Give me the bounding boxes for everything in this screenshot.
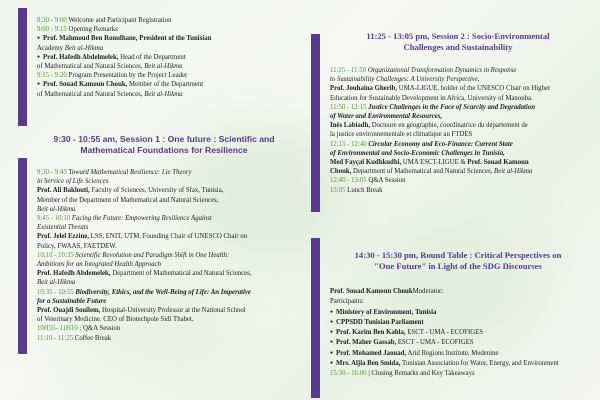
talk-title: Organizational Transformation Dynamics in Response <box>366 67 517 74</box>
speaker-name: Prof. Hafedh Abdelmelek, <box>43 53 119 61</box>
program-line <box>37 16 299 25</box>
program-line <box>37 44 299 53</box>
institution: Beit al-Hikma <box>64 44 104 52</box>
line-text: ESCT - UMA - ECOFIGES <box>396 339 474 347</box>
program-line <box>37 186 299 195</box>
round-table-heading-line2: "One Future" in Light of the SDG Discourses <box>374 260 542 271</box>
speaker-name: Prof. Jouhaina Gherib, <box>330 85 398 93</box>
line-text: Department of Mathematical and Natural Sciences, <box>110 270 252 278</box>
time-slot: 15:30 - 16:00 <box>330 370 367 378</box>
program-line <box>330 338 596 348</box>
program-line <box>330 149 596 158</box>
time-slot: 9:45 - 10:10 <box>37 215 71 223</box>
session2-program <box>330 66 596 195</box>
opening-block <box>37 16 299 99</box>
program-line <box>37 168 299 177</box>
line-text: Education for Sustainable Development in Africa, University of Manouba. <box>330 94 533 102</box>
line-text: Opening Remarks <box>66 26 118 34</box>
program-line <box>330 75 596 84</box>
program-line <box>330 369 596 379</box>
program-line <box>330 297 596 307</box>
program-line <box>330 130 596 139</box>
line-text: LSS, ENIT, UTM, Founding Chair of UNESCO Chair on <box>88 233 248 241</box>
line-text: Q&A Session <box>366 177 406 185</box>
program-line <box>330 186 596 195</box>
program-line <box>37 278 299 287</box>
program-line <box>37 306 299 315</box>
program-line <box>37 324 299 333</box>
speaker-name: Mrs. Aljia Ben Smida, <box>336 360 401 368</box>
program-line <box>37 62 299 71</box>
program-line <box>37 177 299 186</box>
speaker-name: Prof. Souad Kamoun Chouk <box>330 288 413 295</box>
line-text: of Mathematical and Natural Sciences, <box>37 90 145 98</box>
round-table-heading-line1: 14:30 - 15:30 pm, Round Table : Critical Perspectives on <box>354 250 562 260</box>
speaker-name: Chouk, <box>330 168 352 176</box>
line-text: : Q&A Session <box>77 325 121 333</box>
line-text: Arid Regions Institute, Medenine <box>406 349 499 357</box>
line-text: Welcome and Participant Registration <box>66 17 172 24</box>
speaker-name: Prof. Jelel Ezzine, <box>37 233 89 241</box>
line-text: Department of Mathematical and Natural Sciences, <box>351 168 495 176</box>
program-line <box>330 112 596 121</box>
program-line <box>330 94 596 103</box>
program-line <box>330 66 596 75</box>
program-line <box>37 71 299 80</box>
institution: Beit al-Hikma <box>144 63 183 71</box>
program-line <box>330 84 596 93</box>
accent-bar-round-table <box>311 238 320 398</box>
talk-title: to Sustainability Challenges: A University Perspective, <box>330 76 480 84</box>
speaker-name: Ministery of Environment, Tunisia <box>336 308 437 316</box>
speaker-name: Prof. Mahmoud Ben Romdhane, President of the Tunisian <box>43 35 212 43</box>
time-slot: 13:05 <box>330 186 346 194</box>
talk-title: Toward Mathematical Resilience: Lie Theory <box>66 169 192 176</box>
program-line <box>37 251 299 260</box>
time-slot: 10:10 - 10:35 <box>37 251 74 259</box>
program-line <box>330 158 596 167</box>
speaker-name: Prof. Souad Kamoun Chouk, <box>43 81 128 89</box>
program-line <box>37 297 299 306</box>
program-line <box>330 287 596 297</box>
institution: Beit al-Hikma <box>494 168 533 176</box>
accent-bar-session2 <box>311 34 320 212</box>
program-line <box>330 328 596 338</box>
program-line <box>37 288 299 297</box>
program-line <box>37 260 299 269</box>
time-slot: 11:10 - 11:25 <box>37 334 74 342</box>
program-line <box>37 223 299 232</box>
speaker-name: Prof. Hafedh Abdemelek, <box>37 270 111 278</box>
line-text: | Closing Remarks and Key Takeaways <box>366 370 475 378</box>
line-text: UMA ESCT-LIGUE & <box>401 159 468 167</box>
program-line <box>330 308 596 318</box>
line-text: ESCT - UMA - ECOFIGES <box>405 329 484 337</box>
line-text: la justice environnementale et climatique au FTDES <box>330 131 473 139</box>
speaker-name: Prof. Karim Ben Kahla, <box>336 329 406 337</box>
talk-title: of Environmental and Socio-Economic Challenges in Tunisia, <box>330 149 505 157</box>
program-line <box>37 269 299 278</box>
program-line <box>37 334 299 343</box>
session1-heading <box>30 134 298 155</box>
session2-heading-line2: Challenges and Sustainability <box>403 41 513 52</box>
program-line <box>37 232 299 241</box>
program-line <box>37 242 299 251</box>
line-text: Program Presentation by the Project Leader <box>66 72 188 80</box>
program-line <box>37 80 299 89</box>
time-slot: 8:30 - 9:00 <box>37 17 67 24</box>
round-table-program <box>330 287 596 380</box>
line-text: Hospital-University Professor at the National School <box>100 307 246 315</box>
line-text: UMA-LIGUE, holder of the UNESCO Chair on Higher <box>397 85 551 93</box>
program-line <box>330 121 596 130</box>
line-text: Coffee Break <box>73 334 112 342</box>
talk-title: Biodiversity, Ethics, and the Well-Being of Life: An Imperative <box>73 288 251 296</box>
time-slot: 9:15 - 9:20 <box>37 72 67 80</box>
talk-title: Existential Threats <box>37 224 89 232</box>
speaker-name: Prof. Mohamed Jaouad, <box>336 349 407 357</box>
line-text: Lunch Break <box>345 186 383 194</box>
session1-program <box>37 168 299 343</box>
talk-title: for a Sustainable Future <box>37 297 107 305</box>
institution: Beit al-Hikma <box>37 205 76 213</box>
program-line <box>330 140 596 149</box>
program-line <box>37 34 299 43</box>
program-line <box>37 205 299 214</box>
time-slot: 10:35 - 10:55 <box>37 288 74 296</box>
round-table-heading <box>320 250 596 271</box>
program-line <box>330 103 596 112</box>
accent-bar-session1 <box>18 158 27 354</box>
session1-heading-line1: 9:30 - 10:55 am, Session 1 : One future : Scientific and <box>53 134 275 144</box>
program-line <box>330 167 596 176</box>
time-slot: 11:50 - 12:15 <box>330 103 367 111</box>
program-line <box>330 176 596 185</box>
speaker-name: Prof. Ouajdi Souilem, <box>37 307 101 315</box>
line-text: Academy <box>37 44 65 52</box>
talk-title: Ambitions for an Integrated Health Approach <box>37 261 162 269</box>
accent-bar-top-left <box>18 8 27 126</box>
institution: Beit al-Hikma <box>144 90 183 98</box>
program-line <box>330 349 596 359</box>
program-line <box>37 315 299 324</box>
line-text: Moderator: <box>412 288 444 295</box>
program-line <box>37 214 299 223</box>
line-text: Policy, FWAAS, FAETDEW. <box>37 242 117 250</box>
talk-title: Scientific Revolution and Paradigm Shift in One Health: <box>73 251 230 259</box>
institution: Beit al-Hikma <box>37 279 76 287</box>
talk-title: Facing the Future: Empowering Resilience Against <box>70 215 212 223</box>
line-text: Tunisian Association for Water, Energy, and Environment <box>400 360 559 368</box>
program-line <box>330 318 596 328</box>
time-slot: 9:30 - 9:45 <box>37 169 67 176</box>
program-line <box>330 359 596 369</box>
line-text: Faculty of Sciences, University of Sfax, Tunisia, <box>89 187 224 195</box>
line-text: of Mathematical and Natural Sciences, <box>37 63 145 71</box>
line-text: Head of the Department <box>118 53 186 61</box>
line-text: Docteure en géographie, coordinatrice du département de <box>370 122 528 130</box>
line-text: Member of the Department of Mathematical and Natural Sciences, <box>37 196 219 204</box>
talk-title: of Water and Environmental Resources, <box>330 113 443 121</box>
speaker-name: Prof. Maher Gassab, <box>336 339 397 347</box>
program-line <box>37 196 299 205</box>
time-slot: 12:40 - 13:05 <box>330 177 367 185</box>
time-slot: 11:25 - 11:50 <box>330 67 367 74</box>
speaker-name: Med Fayçal Kudhkudhi, <box>330 159 402 167</box>
speaker-name: Prof. Souad Kamoun <box>467 159 529 167</box>
session1-heading-line2: Mathematical Foundations for Resilience <box>80 144 248 155</box>
program-line <box>37 25 299 34</box>
line-text: of Veterinary Medicine. CEO of Biotechpole Sidi Thabet. <box>37 316 194 324</box>
time-slot: 9:00 - 9:15 <box>37 26 67 34</box>
speaker-name: Prof. Ali Baklouti, <box>37 187 90 195</box>
program-line <box>37 53 299 62</box>
time-slot: 10H55- 11H10 <box>37 325 78 333</box>
speaker-name: Inès Labiadh, <box>330 122 371 130</box>
talk-title: Justice Challenges in the Face of Scarcity and Degradation <box>366 103 535 111</box>
line-text: Member of the Department <box>127 81 204 89</box>
talk-title: Circular Economy and Eco-Finance: Current State <box>366 140 513 148</box>
session2-heading-line1: 11:25 - 13:05 pm, Session 2 : Socio-Environmental <box>366 31 550 41</box>
session2-heading <box>320 31 596 52</box>
speaker-name: CPPSDD Tunisian Parliament <box>336 318 424 326</box>
talk-title: in Service of Life Sciences <box>37 178 109 186</box>
time-slot: 12:15 - 12:40 <box>330 140 367 148</box>
program-line <box>37 90 299 99</box>
line-text: Participants: <box>330 298 364 306</box>
